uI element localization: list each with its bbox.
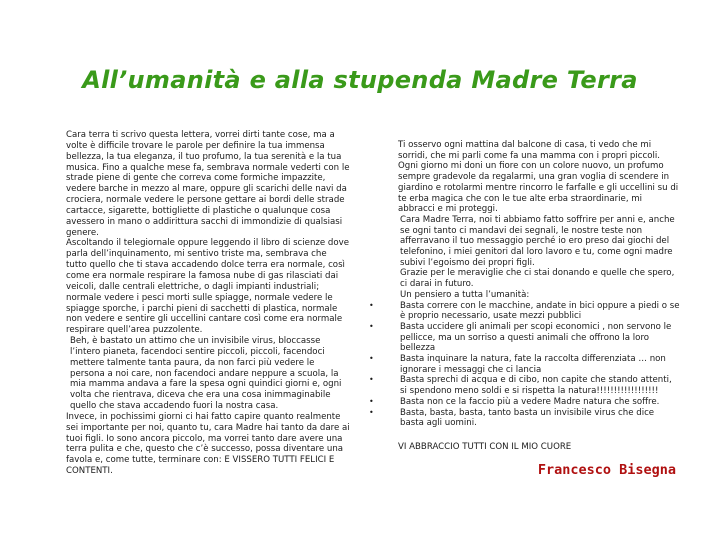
paragraph: Ti osservo ogni mattina dal balcone di casa, ti vedo che mi sorridi, che mi parli come fa una mamma con i propri piccoli. Ogni giorno mi doni un fiore con un colore nuovo, un profumo sempre gradevole da regalarmi, una gran voglia di scendere in giardino e rotolarmi mentre rincorro le farfalle e gli uccellini su di te erba magica che con le tue alte erba straordinarie, mi abbracci e mi proteggi. xyxy=(398,140,679,215)
bullet-list xyxy=(369,300,680,429)
bullet-icon: • xyxy=(369,407,374,417)
list-item xyxy=(369,321,680,354)
list-item-text: Basta, basta, basta, tanto basta un invisibile virus che dice basta agli uomini. xyxy=(400,407,655,429)
bullet-icon: • xyxy=(369,354,374,364)
list-item-text: Basta non ce la faccio più a vedere Madre natura che soffre. xyxy=(400,396,660,407)
paragraph: Un pensiero a tutta l’umanità: xyxy=(400,289,530,300)
list-item xyxy=(369,354,680,375)
list-item-text: Basta inquinare la natura, fate la raccolta differenziata … non ignorare i messaggi che ci lancia xyxy=(400,354,666,375)
bullet-icon: • xyxy=(369,300,374,310)
signature: Francesco Bisegna xyxy=(537,462,676,478)
paragraph: Cara terra ti scrivo questa lettera, vorrei dirti tante cose, ma a volte è difficile trovare le parole per definire la tua immensa bellezza, la tua eleganza, il tuo profumo, la tua serenità e la tua musica. Fino a qualche mese fa, sembrava normale vederti con le strade piene di gente che correva come formiche impazzite, vedere barche in mezzo al mare, oppure gli scarichi delle navi da crociera, normale vedere le persone gettare ai bordi delle strade cartacce, sigarette, bottigliette di plastiche o qualunque cosa avessero in mano o addirittura sacchi di immondizie di qualsiasi genere. xyxy=(66,130,350,238)
list-item xyxy=(369,407,680,429)
list-item xyxy=(369,396,680,408)
page-title: All’umanità e alla stupenda Madre Terra xyxy=(82,66,638,94)
bullet-icon: • xyxy=(369,396,374,406)
bullet-icon: • xyxy=(369,375,374,385)
paragraph: Grazie per le meraviglie che ci stai donando e quelle che spero, ci darai in futuro. xyxy=(400,268,675,290)
letter-right-column xyxy=(369,140,680,453)
list-item xyxy=(369,300,680,322)
paragraph: Cara Madre Terra, noi ti abbiamo fatto soffrire per anni e, anche se ogni tanto ci mandavi dei segnali, le nostre teste non afferravano il tuo messaggio perché io ero preso dai giochi del telefonino, i miei genitori dal loro lavoro e tu, come ogni madre subivi l’egoismo dei propri figli. xyxy=(400,214,675,268)
list-item-text: Basta uccidere gli animali per scopi economici , non servono le pellicce, ma un sorriso a questi animali che offrono la loro bellezza xyxy=(400,321,672,354)
list-item-text: Basta sprechi di acqua e di cibo, non capite che stando attenti, si spendono meno soldi e si rispetta la natura!!!!!!!!!!!!!!!!!! xyxy=(400,375,672,397)
list-item xyxy=(369,375,680,397)
paragraph: Invece, in pochissimi giorni ci hai fatto capire quanto realmente sei importante per noi, quanto tu, cara Madre hai tanto da dare ai tuoi figli. Io sono ancora piccolo, ma vorrei tanto dare avere una terra pulita e che, questo che c’è successo, possa diventare una favola e, come tutte, terminare con: E VISSERO TUTTI FELICI E CONTENTI. xyxy=(66,411,350,477)
bullet-icon: • xyxy=(369,321,374,331)
closing-line: VI ABBRACCIO TUTTI CON IL MIO CUORE xyxy=(398,441,572,452)
letter-left-column xyxy=(66,130,350,477)
list-item-text: Basta correre con le macchine, andate in bici oppure a piedi o se è proprio necessario, usate mezzi pubblici xyxy=(400,300,680,322)
paragraph: Beh, è bastato un attimo che un invisibile virus, bloccasse l’intero pianeta, facendoci sentire piccoli, piccoli, facendoci mettere talmente tanta paura, da non farci più vedere le persona a noi care, non facendoci andare neppure a scuola, la mia mamma andava a fare la spesa ogni quindici giorni e, ogni volta che rientrava, diceva che era una cosa inimmaginabile quello che stava accadendo fuori la nostra casa. xyxy=(70,336,342,412)
paragraph: Ascoltando il telegiornale oppure leggendo il libro di scienze dove parla dell’inquinamento, mi sentivo triste ma, sembrava che tutto quello che ti stava accadendo dolce terra era normale, così come era normale respirare la famosa nube di gas rilasciati dai veicoli, dalle centrali elettriche, o dagli impianti industriali; normale vedere i pesci morti sulle spiagge, normale vedere le spiagge sporche, i parchi pieni di sacchetti di plastica, normale non vedere e sentire gli uccellini cantare così come era normale respirare quell’area puzzolente. xyxy=(66,238,350,336)
